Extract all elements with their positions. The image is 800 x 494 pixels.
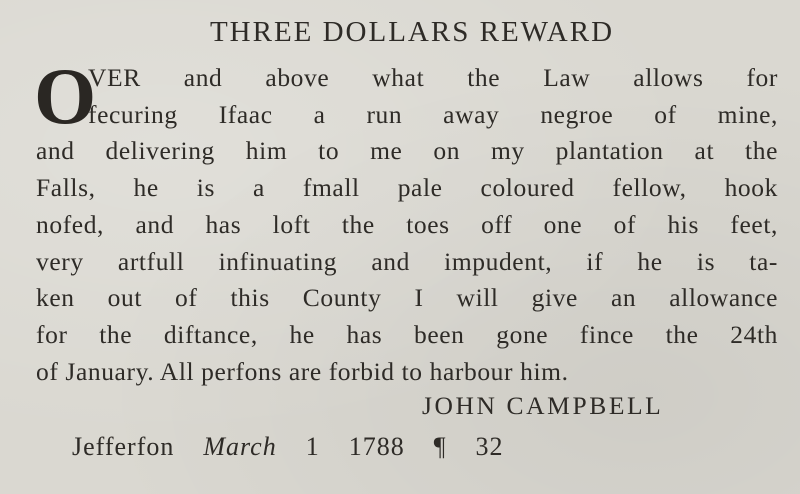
- dateline-year: 1788: [348, 432, 405, 461]
- body-line-8: for the diftance, he has been gone fince the 24th: [36, 319, 778, 349]
- dateline-mark: ¶: [433, 432, 447, 461]
- advertisement-body: [34, 53, 778, 390]
- dateline-number: 32: [475, 432, 504, 461]
- body-line-2: fecuring Ifaac a run away negroe of mine,: [88, 99, 778, 129]
- body-line-1: VER and above what the Law allows for: [88, 63, 778, 92]
- dateline: [72, 432, 504, 462]
- dateline-day: 1: [305, 432, 320, 461]
- headline: THREE DOLLARS REWARD: [209, 16, 615, 48]
- body-line-9: of January. All perfons are forbid to harbour him.: [36, 356, 569, 386]
- dateline-place: Jefferfon: [72, 432, 175, 461]
- drop-cap: O: [34, 53, 97, 141]
- dateline-month: March: [203, 432, 277, 461]
- body-line-7: ken out of this County I will give an allowance: [36, 283, 778, 313]
- signature: JOHN CAMPBELL: [422, 391, 664, 420]
- body-line-6: very artfull infinuating and impudent, if he is ta-: [36, 246, 778, 276]
- body-line-5: nofed, and has loft the toes off one of his feet,: [36, 209, 778, 239]
- body-line-4: Falls, he is a fmall pale coloured fellow, hook: [36, 173, 778, 203]
- body-line-3: and delivering him to me on my plantation at the: [36, 136, 778, 166]
